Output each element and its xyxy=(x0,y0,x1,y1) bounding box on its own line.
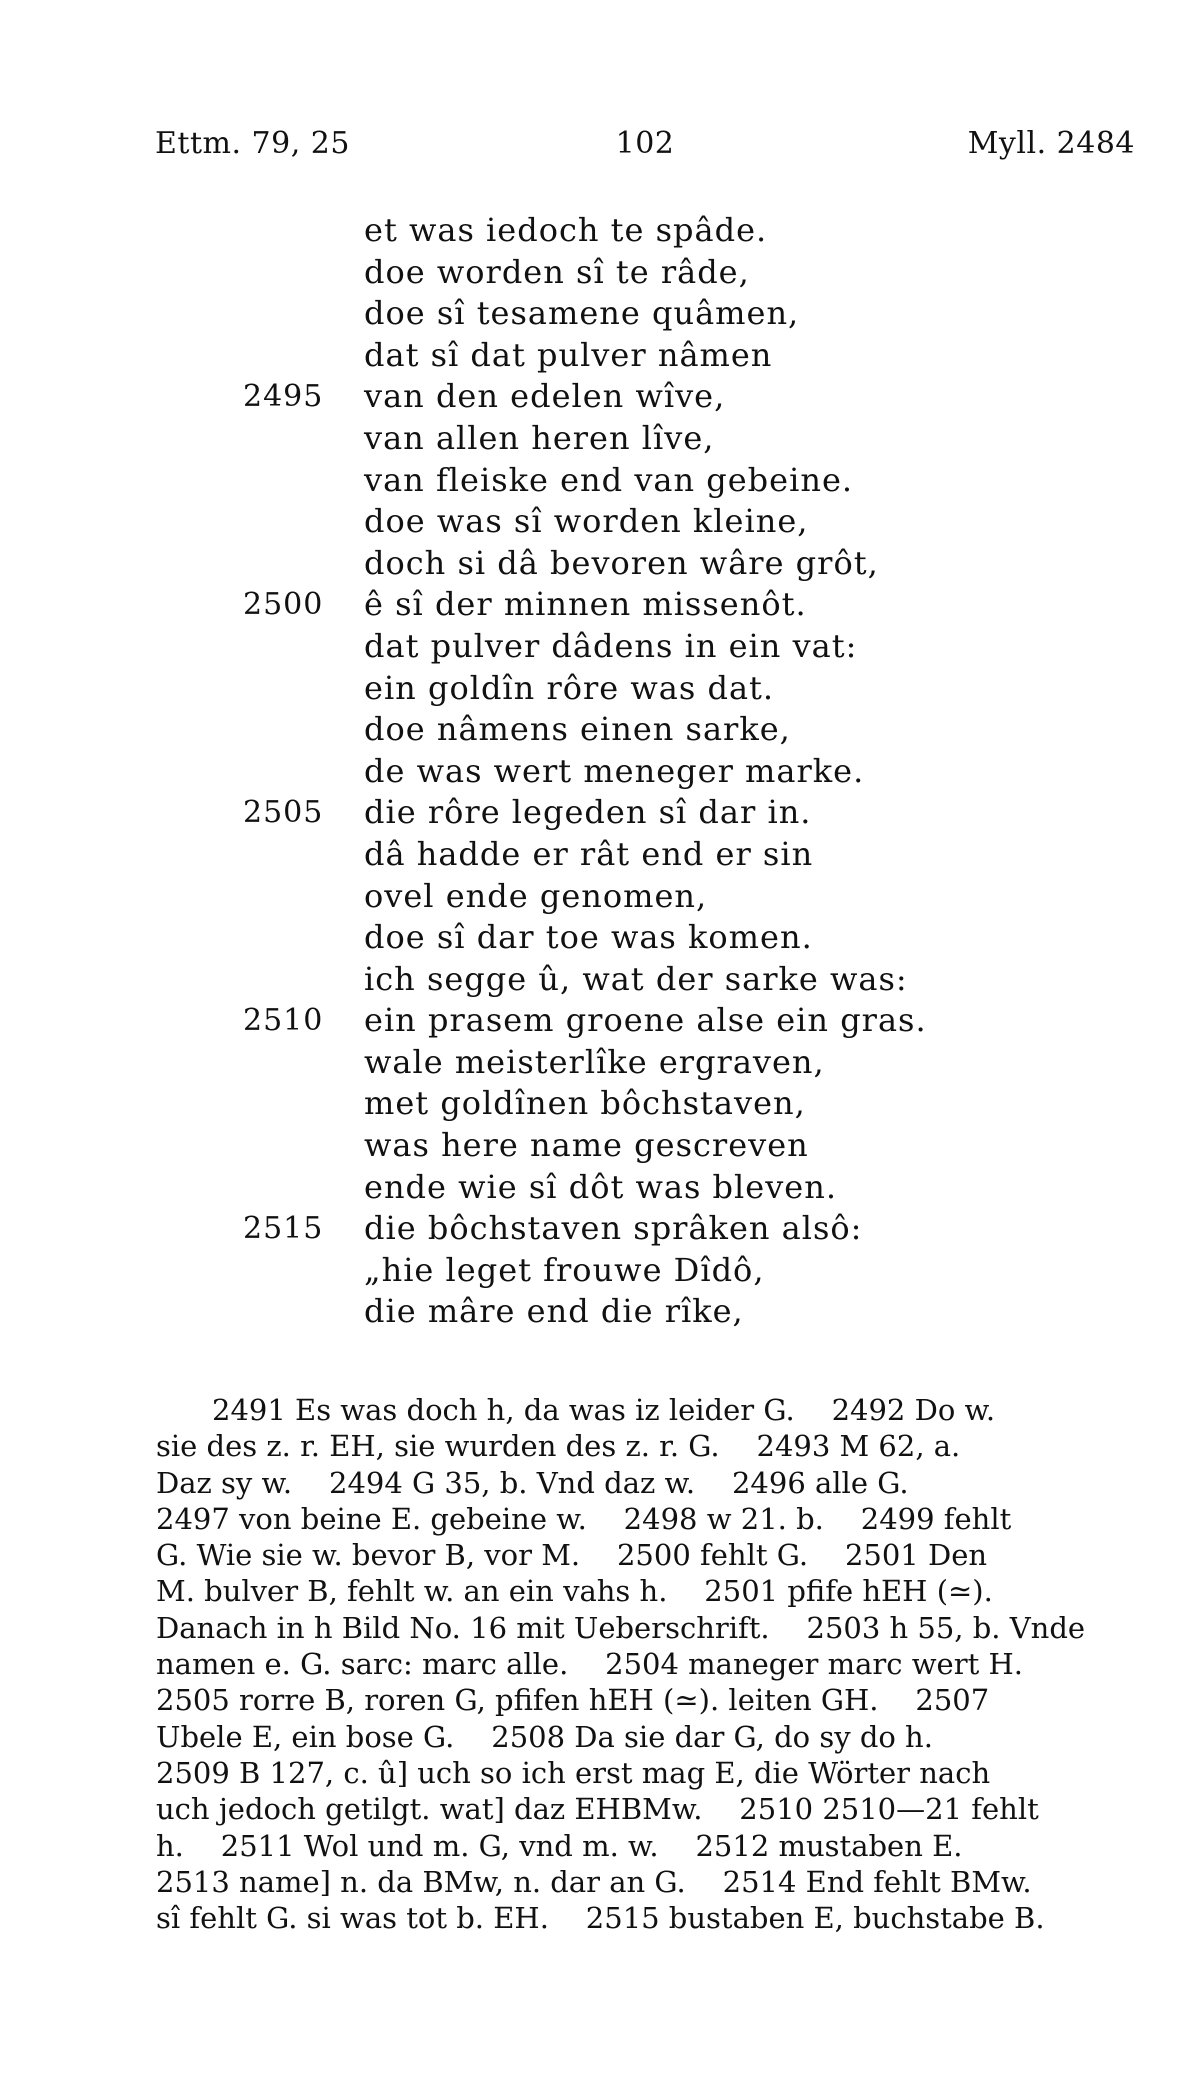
verse-line xyxy=(0,1167,1200,1209)
verse-line xyxy=(0,335,1200,377)
verse-text-line: van allen heren lîve, xyxy=(364,418,715,457)
verse-line xyxy=(0,626,1200,668)
verse-text-line: van fleiske end van gebeine. xyxy=(364,460,854,499)
verse-line xyxy=(0,543,1200,585)
verse-line xyxy=(0,210,1200,252)
apparatus-line: 2505 rorre B, roren G, pfifen hEH (≃). leiten GH. 2507 xyxy=(156,1683,990,1718)
verse-text-line: dat pulver dâdens in ein vat: xyxy=(364,626,858,665)
line-number: 2500 xyxy=(243,587,324,623)
header-left-reference: Ettm. 79, 25 xyxy=(155,126,350,161)
verse-line xyxy=(0,1291,1200,1333)
apparatus-line: 2497 von beine E. gebeine w. 2498 w 21. b. 2499 fehlt xyxy=(156,1501,1012,1536)
verse-text-line: die rôre legeden sî dar in. xyxy=(364,793,812,832)
verse-line xyxy=(0,1208,1200,1250)
apparatus-line: G. Wie sie w. bevor B, vor M. 2500 fehlt G. 2501 Den xyxy=(156,1538,988,1573)
verse-line xyxy=(0,293,1200,335)
verse-text-line: die mâre end die rîke, xyxy=(364,1292,744,1331)
apparatus-line: Danach in h Bild No. 16 mit Ueberschrift. 2503 h 55, b. Vnde xyxy=(156,1610,1086,1645)
verse-text-line: doch si dâ bevoren wâre grôt, xyxy=(364,543,879,582)
apparatus-line: namen e. G. sarc: marc alle. 2504 maneger marc wert H. xyxy=(156,1647,1023,1682)
apparatus-line: M. bulver B, fehlt w. an ein vahs h. 2501 pfife hEH (≃). xyxy=(156,1574,993,1609)
verse-text-line: ende wie sî dôt was bleven. xyxy=(364,1167,837,1206)
verse-line xyxy=(0,751,1200,793)
verse-text-line: met goldînen bôchstaven, xyxy=(364,1084,806,1123)
critical-apparatus xyxy=(156,1392,1136,1936)
verse-text-line: van den edelen wîve, xyxy=(364,377,726,416)
verse-text-line: et was iedoch te spâde. xyxy=(364,211,768,249)
verse-text-line: doe worden sî te râde, xyxy=(364,252,750,291)
verse-line xyxy=(0,1042,1200,1084)
verse-text-line: de was wert meneger marke. xyxy=(364,751,865,790)
verse-line xyxy=(0,668,1200,710)
verse-text-line: ich segge û, wat der sarke was: xyxy=(364,959,908,998)
verse-text-line: ovel ende genomen, xyxy=(364,876,708,915)
verse-line xyxy=(0,709,1200,751)
verse-text-line: doe nâmens einen sarke, xyxy=(364,710,791,749)
verse-line xyxy=(0,584,1200,626)
apparatus-line: sie des z. r. EH, sie wurden des z. r. G. 2493 M 62, a. xyxy=(156,1429,961,1464)
verse-line xyxy=(0,501,1200,543)
apparatus-line: 2513 name] n. da BMw, n. dar an G. 2514 End fehlt BMw. xyxy=(156,1864,1032,1899)
apparatus-line: h. 2511 Wol und m. G, vnd m. w. 2512 mustaben E. xyxy=(156,1828,963,1863)
header-right-reference: Myll. 2484 xyxy=(967,126,1135,161)
verse-text-line: was here name gescreven xyxy=(364,1126,809,1165)
verse-text-line: „hie leget frouwe Dîdô, xyxy=(364,1250,765,1289)
verse-text-line: ein goldîn rôre was dat. xyxy=(364,668,775,707)
verse-text-line: die bôchstaven sprâken alsô: xyxy=(364,1209,863,1248)
verse-text-line: wale meisterlîke ergraven, xyxy=(364,1042,825,1081)
verse-line xyxy=(0,1000,1200,1042)
verse-line xyxy=(0,917,1200,959)
line-number: 2505 xyxy=(243,795,324,831)
verse-text-line: doe sî tesamene quâmen, xyxy=(364,294,800,333)
verse-line xyxy=(0,376,1200,418)
verse-text-line: dat sî dat pulver nâmen xyxy=(364,335,773,374)
page-number: 102 xyxy=(615,126,675,161)
verse-text-line: ein prasem groene alse ein gras. xyxy=(364,1001,927,1040)
verse-text-line: doe was sî worden kleine, xyxy=(364,502,809,541)
verse-text-line: dâ hadde er rât end er sin xyxy=(364,834,814,873)
line-number: 2515 xyxy=(243,1211,324,1247)
apparatus-line: Daz sy w. 2494 G 35, b. Vnd daz w. 2496 alle G. xyxy=(156,1465,909,1500)
line-number: 2510 xyxy=(243,1003,324,1039)
verse-line xyxy=(0,418,1200,460)
verse-line xyxy=(0,1250,1200,1292)
apparatus-line: uch jedoch getilgt. wat] daz EHBMw. 2510 2510—21 fehlt xyxy=(156,1792,1039,1827)
apparatus-line: Ubele E, ein bose G. 2508 Da sie dar G, do sy do h. xyxy=(156,1719,933,1754)
verse-line xyxy=(0,834,1200,876)
line-number: 2495 xyxy=(243,379,324,415)
verse-line xyxy=(0,252,1200,294)
running-header xyxy=(155,126,1135,168)
verse-line xyxy=(0,460,1200,502)
verse-text-line: ê sî der minnen missenôt. xyxy=(364,585,807,624)
verse-line xyxy=(0,1125,1200,1167)
verse-text xyxy=(0,210,1200,1333)
verse-line xyxy=(0,792,1200,834)
verse-line xyxy=(0,959,1200,1001)
apparatus-line: 2491 Es was doch h, da was iz leider G. 2492 Do w. xyxy=(212,1393,996,1427)
verse-line xyxy=(0,876,1200,918)
apparatus-line: 2509 B 127, c. û] uch so ich erst mag E, die Wörter nach xyxy=(156,1755,991,1790)
verse-line xyxy=(0,1083,1200,1125)
verse-text-line: doe sî dar toe was komen. xyxy=(364,918,813,957)
apparatus-line: sî fehlt G. si was tot b. EH. 2515 bustaben E, buchstabe B. xyxy=(156,1901,1045,1936)
